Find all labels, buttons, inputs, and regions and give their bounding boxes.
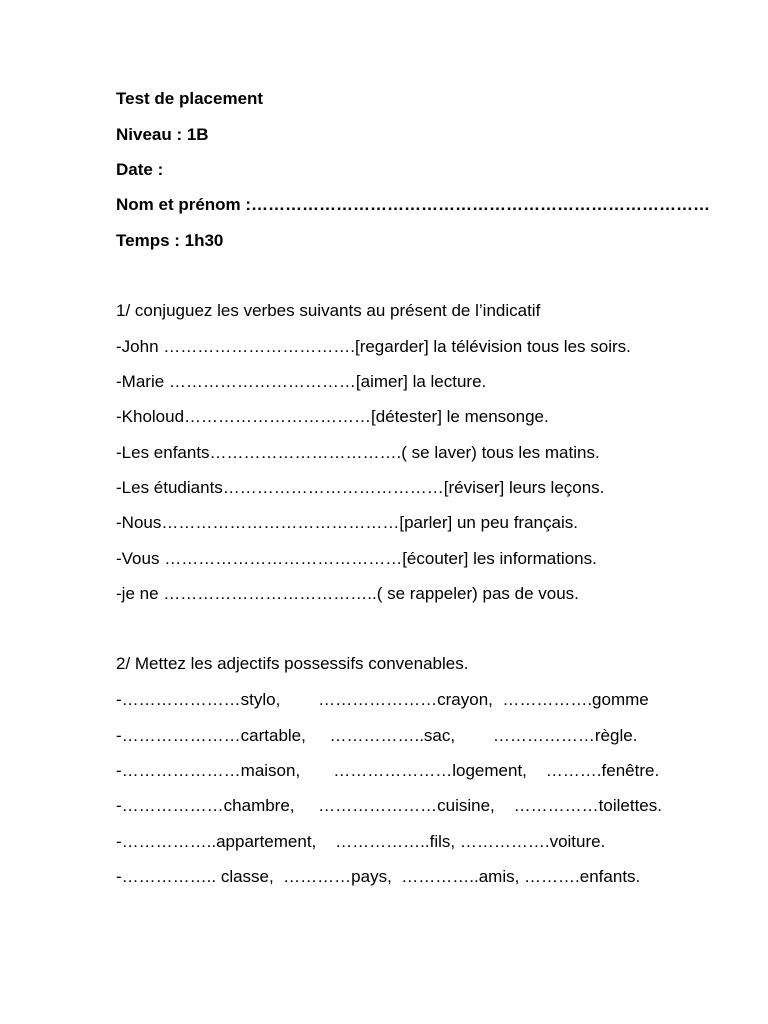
time-label: Temps : 1h30 [116,231,224,250]
exercise-1-line: -je ne ………………………………..( se rappeler) pas de vous. [116,584,579,603]
exercise-1-line: -John …………………………….[regarder] la télévision tous les soirs. [116,337,631,356]
exercise-2-line: -………………chambre, …………………cuisine, ……………toilettes. [116,796,662,815]
exercise-2-line: -…………………cartable, ……………..sac, ………………règle. [116,726,638,745]
document-title: Test de placement [116,89,264,108]
exercise-1-line: -Les enfants…………………………….( se laver) tous les matins. [116,443,600,462]
exercise-2-heading: 2/ Mettez les adjectifs possessifs convenables. [116,654,469,673]
level-label: Niveau : 1B [116,125,209,144]
exercise-1-heading: 1/ conjuguez les verbes suivants au présent de l’indicatif [116,301,541,320]
exercise-1-line: -Nous……………………………………[parler] un peu français. [116,513,578,532]
exercise-1-line: -Kholoud……………………………[détester] le mensonge. [116,407,549,426]
exercise-1-line: -Les étudiants…………………………………[réviser] leurs leçons. [116,478,605,497]
exercise-2-line: -…………………maison, …………………logement, ……….fenêtre. [116,761,660,780]
exercise-1-line: -Marie ……………………………[aimer] la lecture. [116,372,487,391]
exercise-2-line: -…………………stylo, …………………crayon, …………….gomme [116,690,649,709]
exercise-2-line: -……………..appartement, ……………..fils, …………….voiture. [116,832,606,851]
name-field-label: Nom et prénom :……………………………………………………………………… [116,195,711,214]
exercise-2-line: -…………….. classe, …………pays, …………..amis, ……….enfants. [116,867,641,886]
exercise-1-line: -Vous ……………………………………[écouter] les informations. [116,549,597,568]
date-label: Date : [116,160,164,179]
